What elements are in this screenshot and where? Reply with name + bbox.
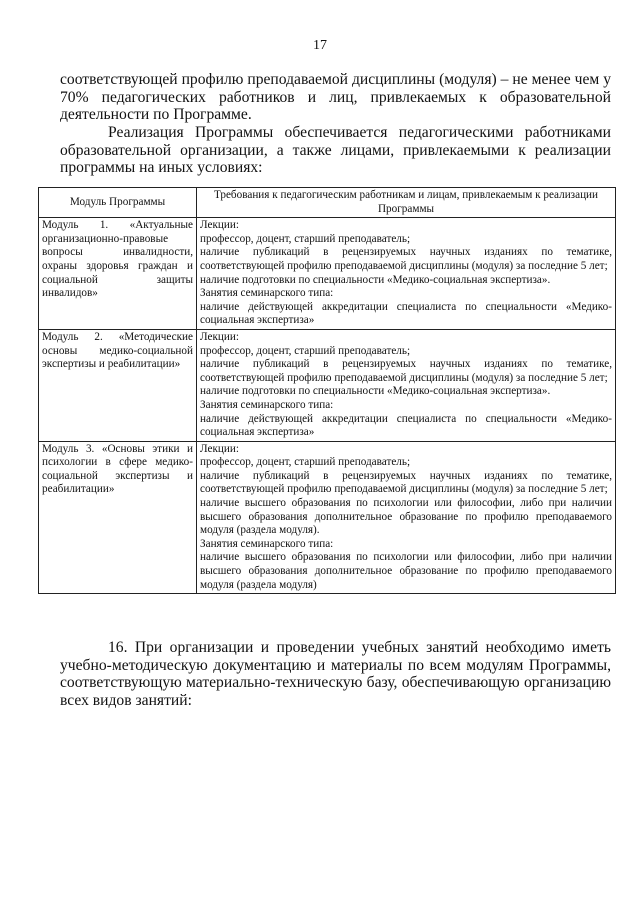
final-paragraph: 16. При организации и проведении учебных занятий необходимо иметь учебно-методическую документацию и материалы по всем модулям Программы, соответствующую материально-техническую базу, обеспечивающую организацию всех видов занятий: <box>60 639 611 709</box>
page-number: 17 <box>313 38 327 53</box>
requirement-line: Занятия семинарского типа: <box>200 537 334 550</box>
intro-paragraph: соответствующей профилю преподаваемой дисциплины (модуля) – не менее чем у 70% педагогических работников и лиц, привлекаемых к образовательной деятельности по Программе. <box>60 71 611 123</box>
table-row <box>39 441 616 594</box>
table-row <box>39 218 616 330</box>
requirement-line: наличие публикаций в рецензируемых научных изданиях по тематике, соответствующей профилю преподаваемой дисциплины (модуля) за последние 5 лет; <box>200 358 612 384</box>
requirement-line: наличие высшего образования по психологии или философии, либо при наличии высшего образования дополнительное образование по профилю преподаваемого модуля (раздела модуля). <box>200 497 612 537</box>
requirement-line: профессор, доцент, старший преподаватель; <box>200 456 411 469</box>
requirements-cell <box>197 218 616 330</box>
table-row <box>39 329 616 441</box>
requirement-line: наличие действующей аккредитации специалиста по специальности «Медико-социальная экспертиза» <box>200 412 612 439</box>
module-cell: Модуль 1. «Актуальные организационно-правовые вопросы инвалидности, охраны здоровья граждан и социальной защиты инвалидов» <box>39 218 197 330</box>
module-cell: Модуль 2. «Методические основы медико-социальной экспертизы и реабилитации» <box>39 329 197 441</box>
requirement-line: наличие публикаций в рецензируемых научных изданиях по тематике, соответствующей профилю преподаваемой дисциплины (модуля) за последние 5 лет; <box>200 469 612 496</box>
requirement-line: наличие подготовки по специальности «Медико-социальная экспертиза». <box>200 273 551 286</box>
requirements-cell <box>197 441 616 594</box>
requirement-line: Лекции: <box>200 330 239 343</box>
requirement-line: Лекции: <box>200 442 239 455</box>
requirement-line: Занятия семинарского типа: <box>200 398 334 411</box>
requirements-cell <box>197 329 616 441</box>
requirement-line: Лекции: <box>200 219 239 232</box>
requirement-line: наличие высшего образования по психологии или философии, либо при наличии высшего образования дополнительное образование по профилю преподаваемого модуля (раздела модуля) <box>200 551 612 591</box>
implementation-paragraph: Реализация Программы обеспечивается педагогическими работниками образовательной организации, а также лицами, привлекаемыми к реализации программы на иных условиях: <box>60 124 611 176</box>
table-header-row <box>39 188 616 218</box>
header-requirements: Требования к педагогическим работникам и лицам, привлекаемым к реализации Программы <box>197 188 616 218</box>
requirement-line: наличие действующей аккредитации специалиста по специальности «Медико-социальная экспертиза» <box>200 300 612 327</box>
requirement-line: профессор, доцент, старший преподаватель; <box>200 232 411 245</box>
header-module: Модуль Программы <box>39 188 197 218</box>
requirement-line: профессор, доцент, старший преподаватель; <box>200 344 411 357</box>
requirement-line: Занятия семинарского типа: <box>200 287 334 300</box>
module-cell: Модуль 3. «Основы этики и психологии в сфере медико-социальной экспертизы и реабилитации» <box>39 441 197 594</box>
requirement-line: наличие публикаций в рецензируемых научных изданиях по тематике, соответствующей профилю преподаваемой дисциплины (модуля) за последние 5 лет; <box>200 246 612 272</box>
requirements-table <box>38 187 616 594</box>
requirement-line: наличие подготовки по специальности «Медико-социальная экспертиза». <box>200 385 551 398</box>
